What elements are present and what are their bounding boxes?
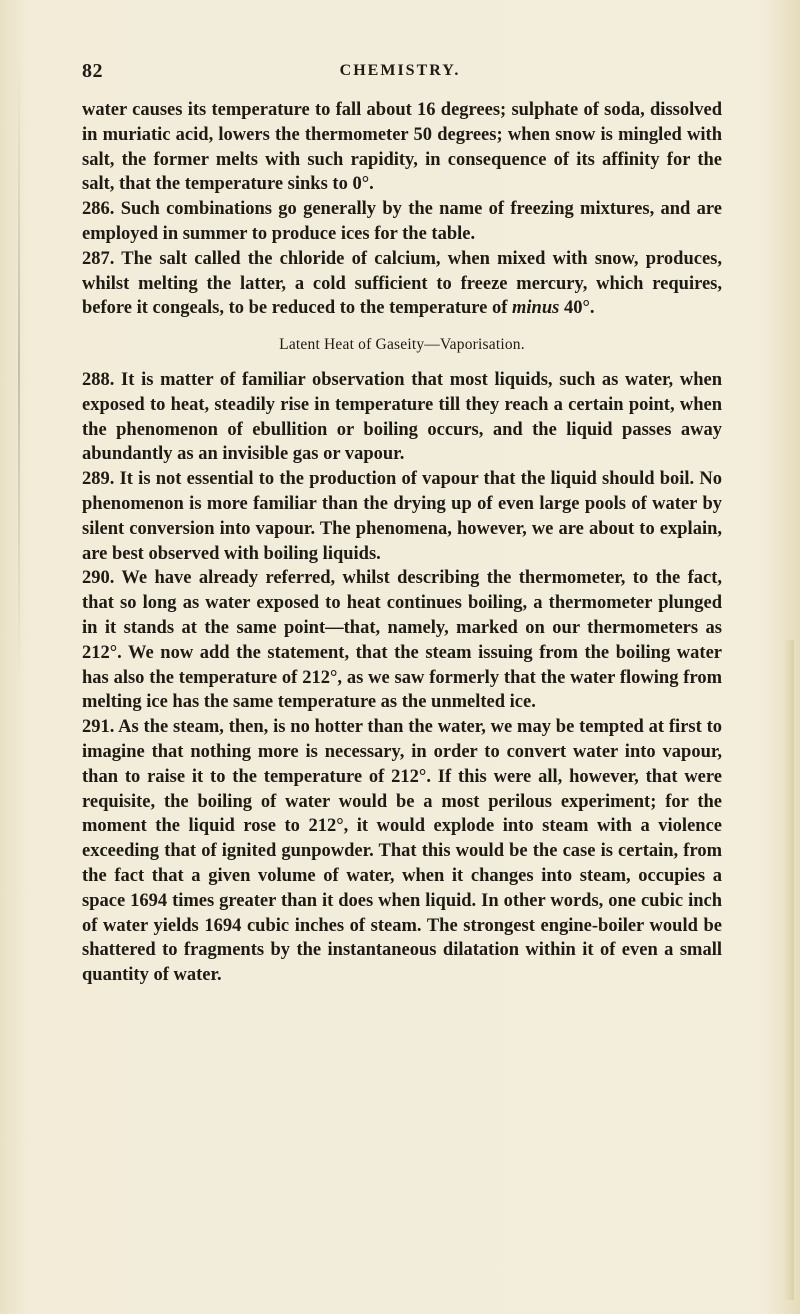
paragraph-287-tail: 40°. [559, 298, 595, 319]
page-number: 82 [82, 60, 103, 82]
page-shadow-left [18, 60, 20, 680]
paragraph-287 [82, 247, 722, 321]
paragraph-286: 286. Such combinations go generally by the name of freezing mixtures, and are employed in summer to produce ices for the table. [82, 199, 722, 244]
paragraph-290: 290. We have already referred, whilst describing the thermometer, to the fact, that so long as water exposed to heat continues boiling, a thermometer plunged in it stands at the same point—that, namely, marked on our thermometers as 212°. We now add the statement, that the steam issuing from the boiling water has also the temperature of 212°, as we saw formerly that the water flowing from melting ice has the same temperature as the unmelted ice. [82, 568, 722, 713]
paragraph-289: 289. It is not essential to the production of vapour that the liquid should boil. No phenomenon is more familiar than the drying up of even large pools of water by silent conversion into vapour. The phenomena, however, we are about to explain, are best observed with boiling liquids. [82, 469, 722, 564]
paragraph-287-emphasis: minus [512, 298, 560, 319]
paragraph-291: 291. As the steam, then, is no hotter than the water, we may be tempted at first to imagine that nothing more is necessary, in order to convert water into vapour, than to raise it to the temperature of 212°. If this were all, however, that were requisite, the boiling of water would be a most perilous experiment; for the moment the liquid rose to 212°, it would explode into steam with a violence exceeding that of ignited gunpowder. That this would be the case is certain, from the fact that a given volume of water, when it changes into steam, occupies a space 1694 times greater than it does when liquid. In other words, one cubic inch of water yields 1694 cubic inches of steam. The strongest engine-boiler would be shattered to fragments by the instantaneous dilatation within it of even a small quantity of water. [82, 717, 722, 986]
running-title: CHEMISTRY. [339, 62, 461, 79]
body-text [82, 98, 722, 988]
page-stain-right [784, 640, 794, 1300]
section-heading: Latent Heat of Gaseity—Vaporisation. [279, 336, 525, 354]
paragraph-287-text: 287. The salt called the chloride of calcium, when mixed with snow, produces, whilst melting the latter, a cold sufficient to freeze mercury, which requires, before it congeals, to be reduced to the temperature of [82, 248, 722, 319]
paragraph-intro: water causes its temperature to fall about 16 degrees; sulphate of soda, dissolved in muriatic acid, lowers the thermometer 50 degrees; when snow is mingled with salt, the former melts with such rapidity, in consequence of its affinity for the salt, that the temperature sinks to 0°. [82, 100, 722, 195]
paragraph-288: 288. It is matter of familiar observation that most liquids, such as water, when exposed to heat, steadily rise in temperature till they reach a certain point, when the phenomenon of ebullition or boiling occurs, and the liquid passes away abundantly as an invisible gas or vapour. [82, 369, 722, 465]
